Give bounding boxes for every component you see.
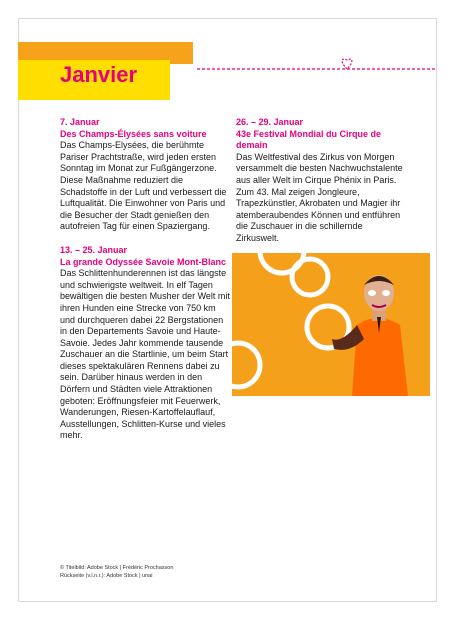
event-date: 13. – 25. Januar [60,244,128,255]
event-text: Das Schlittenhunderennen ist das längste und schwierigste weltweit. In elf Tagen bewältigen die besten Musher der Welt mit ihren Hunden eine Strecke von 750 km und durchqueren dabei 22 Bergstationen in den Departements Savoie und Haute-Savoie. Jedes Jahr kommende tausende Zuschauer an die Startlinie, um beim Start dieses spektakulären Rennens dabei zu sein. Darüber hinaus werden in den Dörfern und Städten viele Attraktionen geboten: Eröffnungsfeier mit Feuerwerk, Wanderungen, Riesen-Kartoffelauflauf, Ausstellungen, Schlitten-Kurse und vieles mehr. [60,268,230,441]
events-right-column [236,117,406,257]
credits-line: © Titelbild: Adobe Stock | Frédéric Prochasson [60,565,174,571]
photo-credits [60,564,280,580]
event-block [60,117,230,233]
credits-line: Rückseite (v.l.n.r.): Adobe Stock | unai [60,573,153,579]
event-date: 7. Januar [60,117,100,127]
event-title: 43e Festival Mondial du Cirque de demain [236,128,382,151]
event-block [236,117,406,245]
heart-dashed-line-icon [197,56,435,74]
juggler-photo [232,253,430,396]
event-block [60,245,230,442]
juggler-illustration [232,253,430,396]
event-title: La grande Odyssée Savoie Mont-Blanc [60,256,227,267]
page-title: Janvier [60,62,138,87]
event-title: Des Champs-Élysées sans voiture [60,128,207,139]
event-text: Das Weltfestival des Zirkus von Morgen versammelt die besten Nachwuchstalente aus aller Welt im Cirque Phénix in Paris. Zum 43. Mal zeigen Jongleure, Trapezkünstler, Akrobaten und Magier ihr atemberaubendes Können und entführen die Zuschauer in die schillernde Zirkuswelt. [236,151,403,243]
events-left-column [60,117,230,454]
event-text: Das Champs-Elysées, die berühmte Pariser Prachtstraße, wird jeden ersten Sonntag im Monat zur Fußgängerzone. Diese Maßnahme reduziert die Schadstoffe in der Luft und verbessert die Luftqualität. Die Einwohner von Paris und die Besucher der Stadt genießen den autofreien Tag für einen Spaziergang. [60,140,227,232]
event-date: 26. – 29. Januar [236,117,304,127]
